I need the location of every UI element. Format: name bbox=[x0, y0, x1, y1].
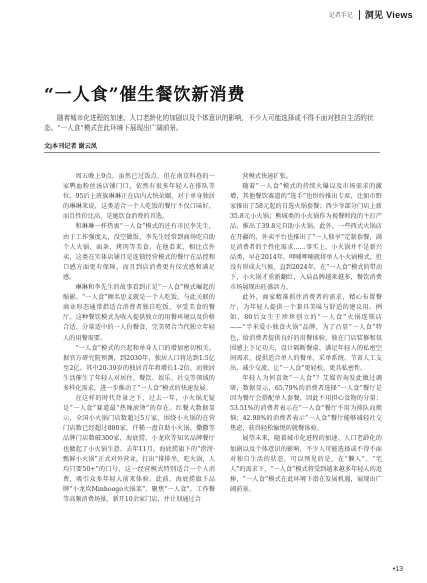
divider-rule bbox=[44, 152, 380, 153]
paragraph: 此外，商家精准抓住消费者的需求，精心布置餐厅，为年轻人提供一个兼具美味与舒适的建议用。例如，80后女生王珍珍创立的“一人食”火锅连锁店——“半米爱小独食火锅”品牌，为了凸显“一人食”特色，给消费者提供良好的用餐体验，独在门店装修和氛围感上下足功夫，设计隔断餐桌、满足年轻人的私密空间需求，提供适合单人的餐单、采单系统、节省人工支出，减少交流，让“一人食”更轻松、更具私密性。 bbox=[230, 294, 382, 372]
paragraph: 展望未来，随着城市化进程的加速、人口老龄化的加剧以及个体意识的影响，不少人可能选择或不得不面对独自生活的状态，可以预见的是，在“懒人”、“宅人”的需求下，“一人食”模式将受到越来越多年轻人的追捧，“一人食”模式在此环境下潜在发展机遇，展现出广阔前景。 bbox=[230, 435, 382, 493]
article-title: “一人食”催生餐饮新消费 bbox=[44, 85, 246, 105]
paragraph: 年轻人为何喜欢“一人食”？艾媒咨询发此做过调研，数据显示，65.79%的消费者选择“一人食”餐厅是因为餐厅会搭配单人套餐，因此不用担心食物的分量；53.51%的消费者表示在“一人食”餐厅不用为排队而烦恼；42.98%的消费者表示“一人食”餐厅能够减轻社交焦虑，获得轻松愉悦的就餐体验。 bbox=[230, 374, 382, 433]
paragraph: “一人食”模式的兴起和单身人口的增加密切相关。据官方研究院预测，到2030年，独居人口将达到1.5亿至2亿。其中20-39岁的独居青年将增长1-2倍，而独居生活催生了年轻人对居住、餐饮、娱乐、社交等领域的多样化需求，进一步推动了“一人食”模式的快速发展。 bbox=[63, 344, 215, 392]
article-lead: 随着城市化进程的加速、人口老龄化的加剧以及个体意识的影响，不少人可能选择或不得不面对独自生活的状态。“一人食”模式在此环境下展现出广阔前景。 bbox=[44, 114, 374, 132]
paragraph: 周五晚上9点，虽然已过饭点，但在南京科巷的一家鸭血粉丝汤店铺门口，依然有很多年轻人在排队等位。95后上班族琳琳正在店内大快朵颐，对于单身独居的琳琳来说，这类适合一个人吃饭的餐厅不仅口味好，而且性价比高，是她饮食消费的首选。 bbox=[63, 173, 215, 221]
body-column-right bbox=[230, 172, 382, 495]
paragraph: 营模式快速扩张。 bbox=[242, 173, 292, 180]
column-name: 记者手记 bbox=[328, 13, 353, 19]
header-divider bbox=[359, 10, 360, 20]
paragraph: 琳琳和李先生的故事看到正是“一人食”模式崛起的缩影。“一人食”顾名思义就是一个人吃饭，与此关联的商业形态通常指适合消费者独自吃饭、享受美食的餐厅。这种餐饮模式为收入提供独立的用餐环境以及价格合适、分量适中的一人份餐食，完美契合当代独立年轻人的用餐需要。 bbox=[63, 284, 215, 342]
author-byline: 文|本刊记者 谢云凤 bbox=[44, 143, 97, 150]
body-column-left bbox=[63, 172, 215, 505]
page-header bbox=[329, 8, 413, 21]
section-brand: 洞见 Views bbox=[364, 10, 413, 20]
paragraph: 随着“一人食”模式的持续火爆以及市场需求的激增，其他餐饮赛道的“选手”也纷纷推出专席，比如市野家推出了58元起的自选火锅套餐；西少爷部分门店上新35.8元小火锅；熊城类的小火锅作为视餐时段的主打产品，推出了39.8元自助小火锅。此外，一些西式火锅店在开疆的、外卖平台也推出了“一人独享”定制套餐，满足消费者的个性化需求……事实上，小火锅并不是新兴品类，早在2014年，呷哺呷哺就将单人小火锅模式，但没有形成大气候，直到2024年，在“一人食”模式的带动下，小火锅才重新翻红，入局品牌越来越多，餐饮消费市场展现出旺盛活力。 bbox=[230, 183, 383, 292]
paragraph: 在这样的时代背景之下，过去一年，小火锅无疑是“一人食”赛道最“热辣滚烫”的存在。红餐大数据显示，全国小火锅门店数超过5万家，围绕小火锅的在营门店数已经超过880家，仟稀一盘自助小火锅、撒撒等品牌门店数破300家，海底捞、小龙坎等知名品牌餐厅也做起了小火锅生意。去年11月，海底捞旗下的“涝涝·甄鲜小火锅”正式对外营业，打出“排排坐，吃火锅，人均只要50+”的口号，这一经营模式特别适合一个人消费，吸引众多年轻人前来体验。此前，海底捞旗下品牌“小龙坎Minhoogo火锅菜”、聚焦“一人食”，工作餐等高频消费场景，新开10余家门店，并计划通过合 bbox=[63, 395, 215, 503]
page-number: •13 bbox=[392, 566, 403, 573]
paragraph: 和琳琳一样热衷“一人食”模式的还有市民李先生，由于工作强度大，没空做饭，李先生经常到商场吃自助个人火锅、面条、烤肉等美食，在他看来，相比点外卖，这类在实体店铺且是连锁经营模式的餐厅在品控和口感方面更有保障，而且到店消费更有仪式感和满足感。 bbox=[63, 223, 215, 281]
